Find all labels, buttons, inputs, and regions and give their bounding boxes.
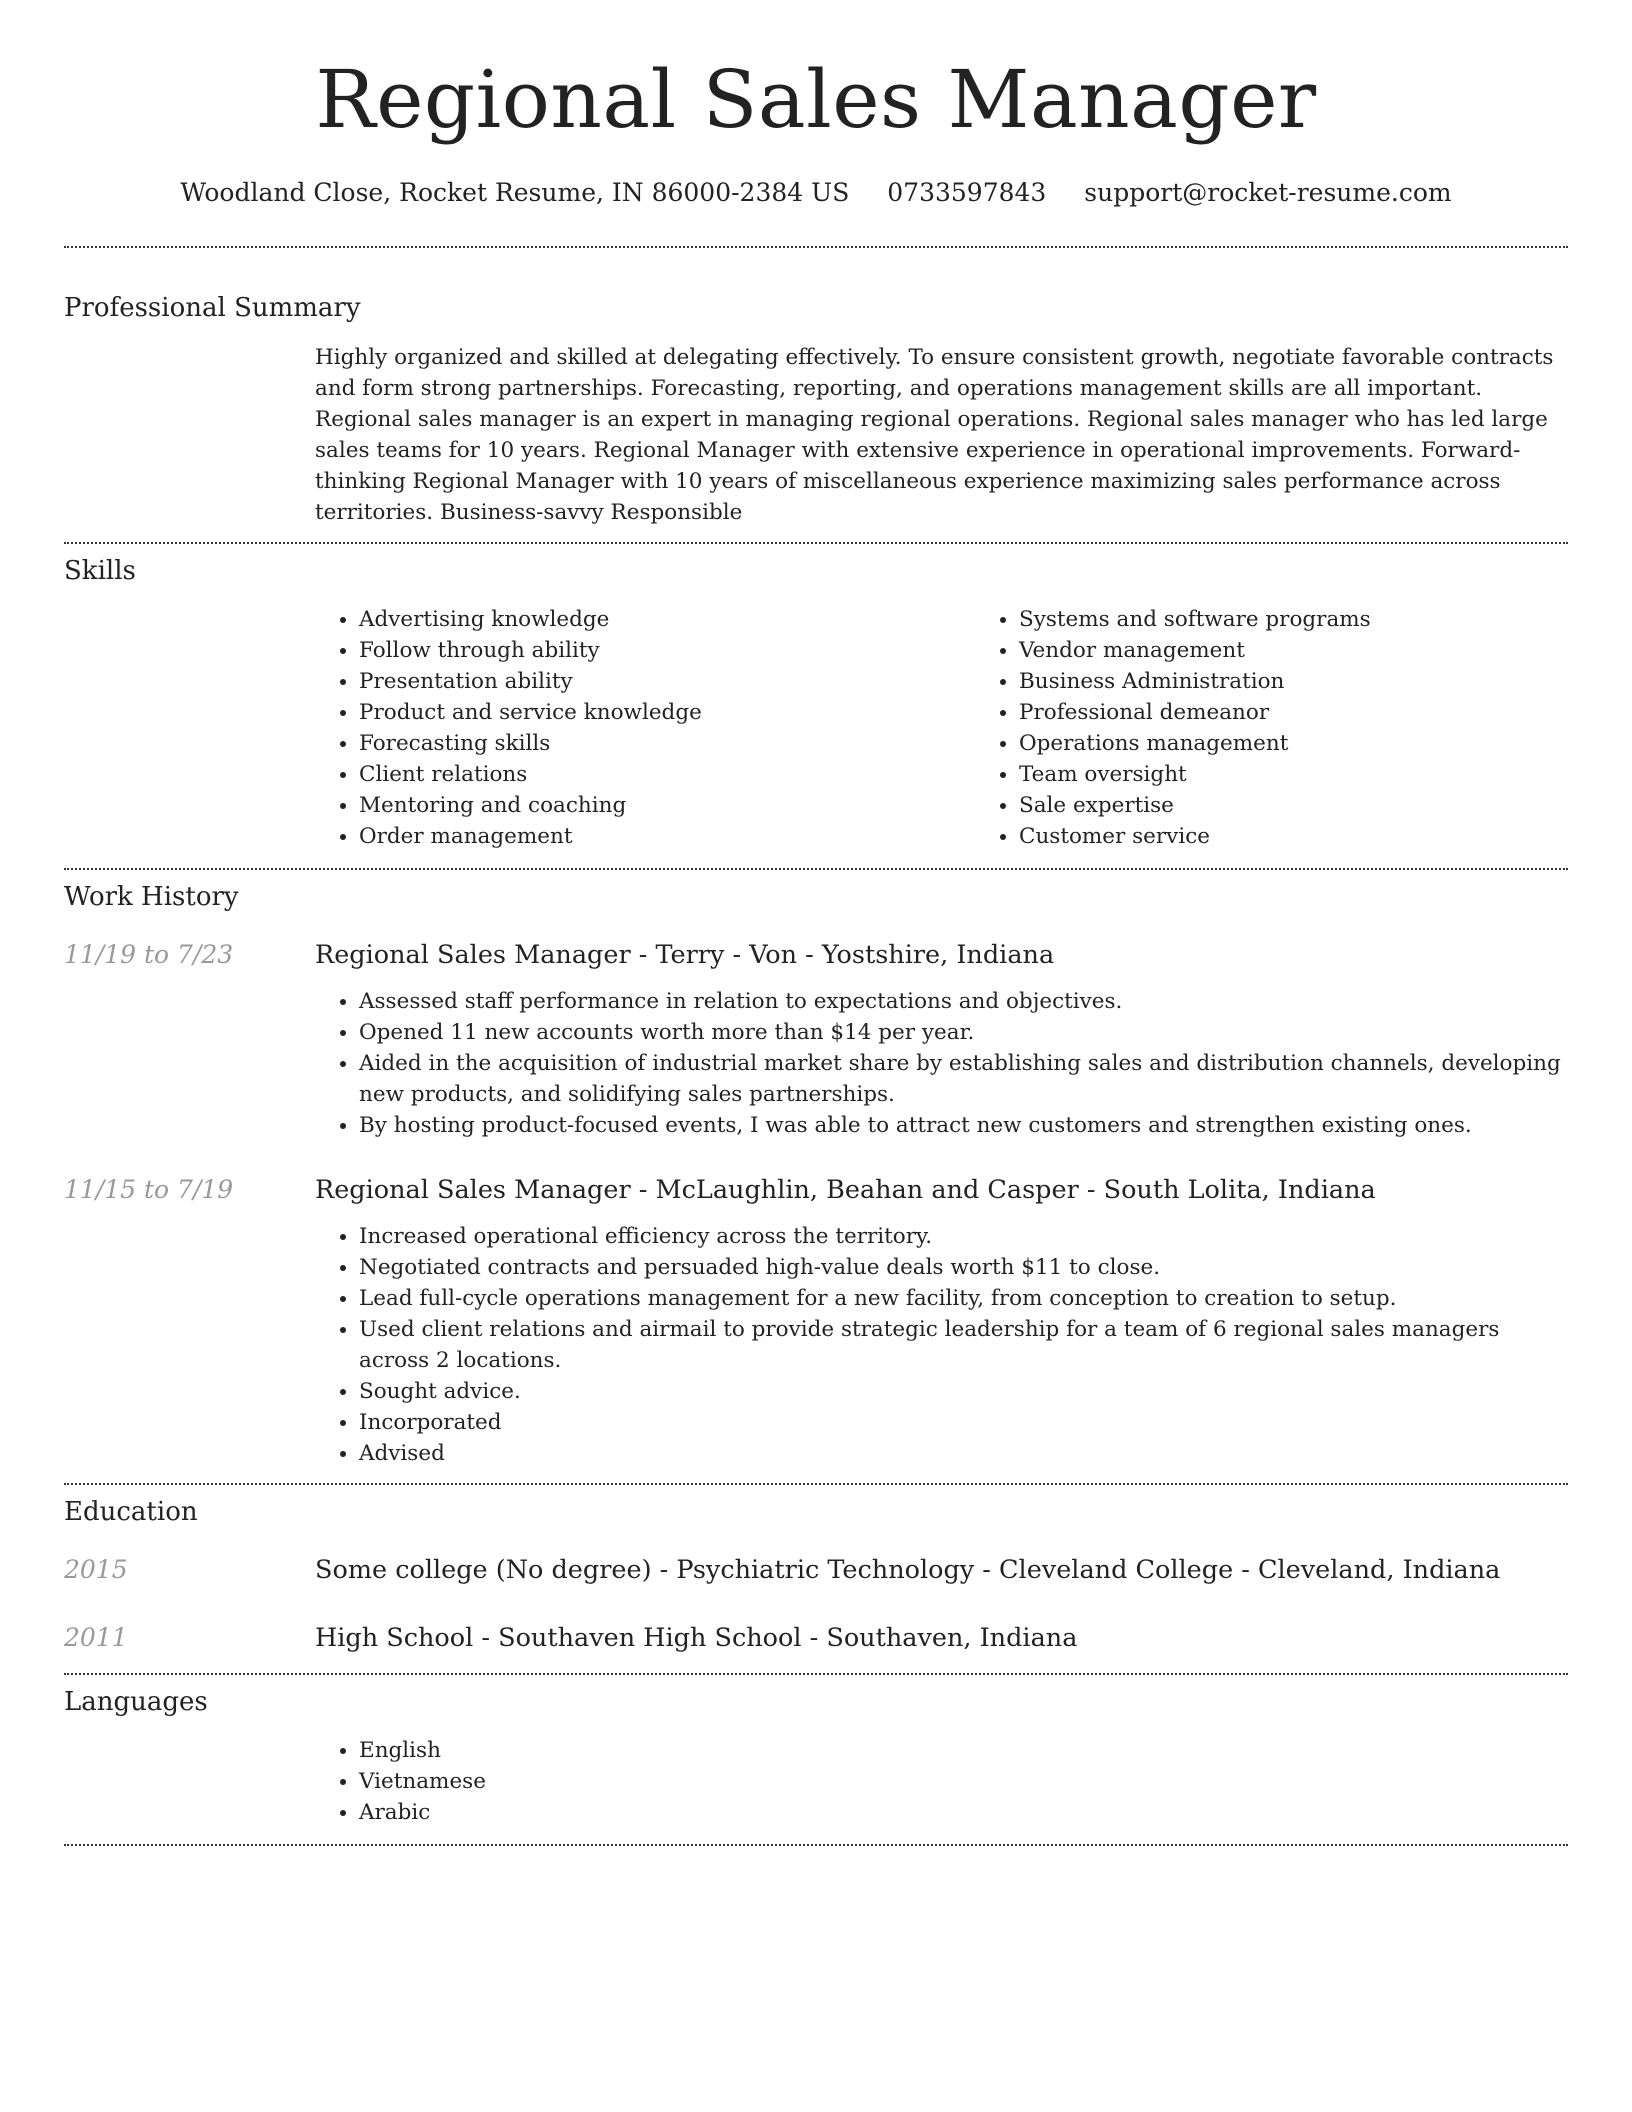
job-bullet: • Sought advice. (359, 1376, 1568, 1407)
contact-phone: 0733597843 (887, 178, 1047, 207)
skill-item: • Follow through ability (359, 635, 975, 666)
summary-section (64, 291, 1568, 528)
job-bullets (315, 1221, 1568, 1469)
summary-text: Highly organized and skilled at delegating effectively. To ensure consistent growth, negotiate favorable contracts and form strong partnerships. Forecasting, reporting, and operations management skills are all important. Regional sales manager is an expert in managing regional operations. Regional sales manager who has led large sales teams for 10 years. Regional Manager with extensive experience in operational improvements. Forward-thinking Regional Manager with 10 years of miscellaneous experience maximizing sales performance across territories. Business-savvy Responsible (315, 345, 1554, 525)
skills-left-spacer (64, 604, 315, 852)
job-entry (64, 1173, 1568, 1469)
education-heading: High School - Southaven High School - Southaven, Indiana (315, 1623, 1078, 1653)
languages-left-spacer (64, 1735, 315, 1828)
skill-item: • Order management (359, 821, 975, 852)
skill-item: • Team oversight (1019, 759, 1632, 790)
contact-address: Woodland Close, Rocket Resume, IN 86000-2384 US (180, 178, 850, 207)
job-bullet: • Assessed staff performance in relation to expectations and objectives. (359, 986, 1568, 1017)
education-year: 2011 (64, 1623, 128, 1652)
language-item: • Arabic (359, 1797, 1568, 1828)
skill-item: • Presentation ability (359, 666, 975, 697)
job-entry (64, 938, 1568, 1141)
education-section (64, 1495, 1568, 1655)
skill-item: • Product and service knowledge (359, 697, 975, 728)
job-bullet: • Used client relations and airmail to provide strategic leadership for a team of 6 regional sales managers across 2 locations. (359, 1314, 1568, 1376)
section-title-skills: Skills (64, 556, 136, 586)
job-bullet: • Incorporated (359, 1407, 1568, 1438)
skill-item: • Sale expertise (1019, 790, 1632, 821)
job-bullets (315, 986, 1568, 1141)
skill-item: • Advertising knowledge (359, 604, 975, 635)
job-bullet: • By hosting product-focused events, I was able to attract new customers and strengthen existing ones. (359, 1110, 1568, 1141)
contact-email: support@rocket-resume.com (1084, 178, 1452, 207)
divider (64, 542, 1568, 544)
section-title-work: Work History (64, 882, 239, 912)
skill-item: • Systems and software programs (1019, 604, 1632, 635)
job-bullet: • Aided in the acquisition of industrial market share by establishing sales and distribution channels, developing new products, and solidifying sales partnerships. (359, 1048, 1568, 1110)
job-dates: 11/19 to 7/23 (64, 940, 234, 969)
work-section (64, 880, 1568, 1469)
job-bullet: • Opened 11 new accounts worth more than $14 per year. (359, 1017, 1568, 1048)
skill-item: • Business Administration (1019, 666, 1632, 697)
education-year: 2015 (64, 1555, 128, 1584)
education-entry (64, 1621, 1568, 1655)
job-bullet: • Advised (359, 1438, 1568, 1469)
education-entry (64, 1553, 1568, 1587)
skill-item: • Client relations (359, 759, 975, 790)
job-bullet: • Negotiated contracts and persuaded high-value deals worth $11 to close. (359, 1252, 1568, 1283)
languages-section (64, 1685, 1568, 1828)
job-heading: Regional Sales Manager - Terry - Von - Yostshire, Indiana (315, 940, 1055, 970)
divider (64, 1673, 1568, 1675)
language-item: • Vietnamese (359, 1766, 1568, 1797)
skill-item: • Professional demeanor (1019, 697, 1632, 728)
job-dates: 11/15 to 7/19 (64, 1175, 234, 1204)
skill-item: • Vendor management (1019, 635, 1632, 666)
job-bullet: • Increased operational efficiency across the territory. (359, 1221, 1568, 1252)
section-title-languages: Languages (64, 1687, 208, 1717)
skills-list-left (315, 604, 975, 852)
divider (64, 868, 1568, 870)
skill-item: • Forecasting skills (359, 728, 975, 759)
skill-item: • Operations management (1019, 728, 1632, 759)
skills-section (64, 554, 1568, 852)
divider (64, 1844, 1568, 1846)
skills-list-right (975, 604, 1632, 852)
job-heading: Regional Sales Manager - McLaughlin, Beahan and Casper - South Lolita, Indiana (315, 1175, 1376, 1205)
job-bullet: • Lead full-cycle operations management for a new facility, from conception to creation to setup. (359, 1283, 1568, 1314)
languages-list (315, 1735, 1568, 1828)
divider (64, 1483, 1568, 1485)
section-title-education: Education (64, 1497, 198, 1527)
contact-line (64, 176, 1568, 210)
candidate-name: Regional Sales Manager (315, 53, 1317, 146)
summary-left-spacer (64, 342, 315, 528)
skill-item: • Customer service (1019, 821, 1632, 852)
skills-columns (315, 604, 1632, 852)
language-item: • English (359, 1735, 1568, 1766)
skill-item: • Mentoring and coaching (359, 790, 975, 821)
section-title-summary: Professional Summary (64, 293, 361, 323)
divider (64, 246, 1568, 248)
education-heading: Some college (No degree) - Psychiatric Technology - Cleveland College - Cleveland, Indiana (315, 1555, 1501, 1585)
